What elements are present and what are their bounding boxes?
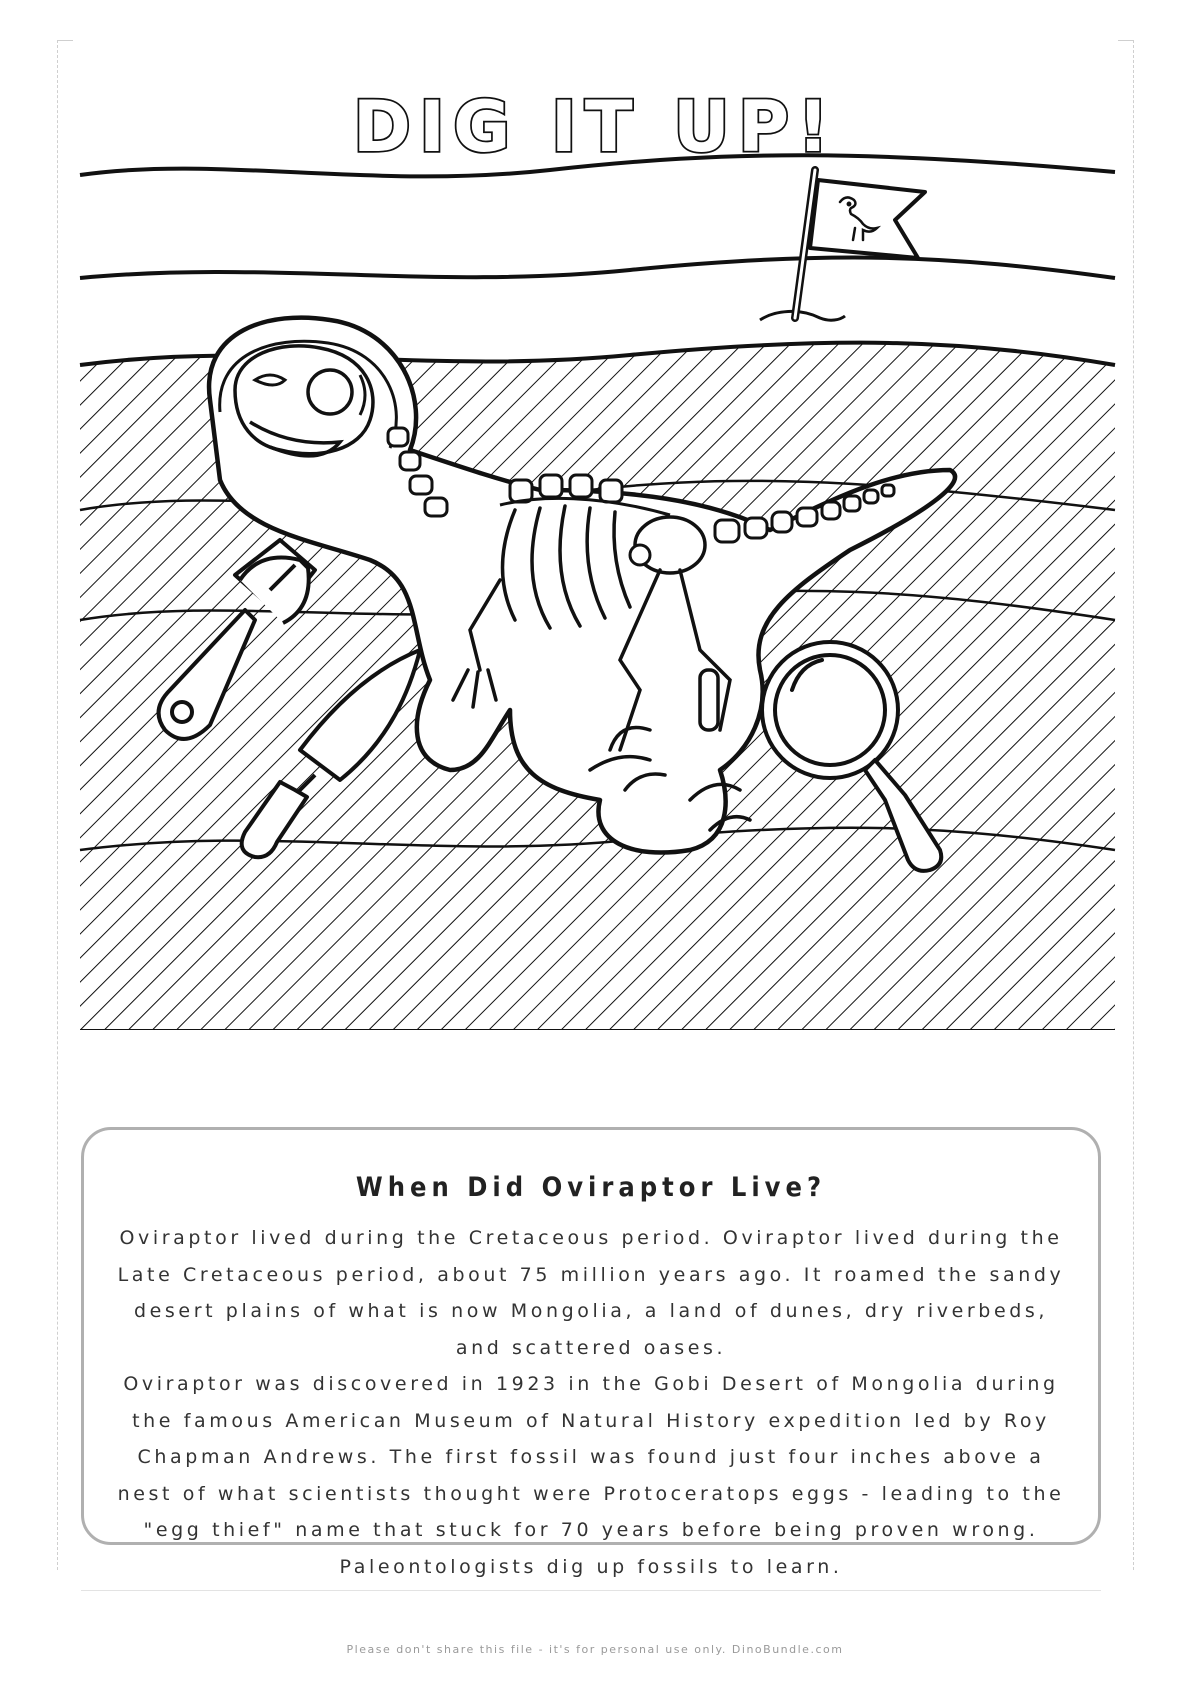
- info-heading: When Did Oviraptor Live?: [355, 1172, 827, 1203]
- info-paragraph-1: Oviraptor lived during the Cretaceous period. Oviraptor lived during the Late Cretaceous period, about 75 million years ago. It roamed the sandy desert plains of what is now Mongolia, a land of dunes, dry riverbeds, and scattered oases.: [117, 1227, 1065, 1359]
- info-body: [114, 1220, 1068, 1585]
- info-paragraph-2: Oviraptor was discovered in 1923 in the Gobi Desert of Mongolia during the famous American Museum of Natural History expedition led by Roy Chapman Andrews. The first fossil was found just four inches above a nest of what scientists thought were Protoceratops eggs - leading to the "egg thief" name that stuck for 70 years before being proven wrong. Paleontologists dig up fossils to learn.: [117, 1373, 1065, 1578]
- wave-line-top: [80, 155, 1115, 176]
- cut-line-left: [57, 40, 58, 1570]
- cut-tick-right: [1118, 40, 1134, 41]
- footer-divider: [81, 1590, 1101, 1591]
- info-box: [81, 1127, 1101, 1578]
- fossil-illustration: [70, 150, 1120, 1030]
- cut-line-right: [1133, 40, 1134, 1570]
- title-text: DIG IT UP!: [352, 86, 838, 165]
- wave-line-middle: [80, 258, 1115, 278]
- cut-tick-left: [57, 40, 73, 41]
- footer-note: Please don't share this file - it's for personal use only. DinoBundle.com: [346, 1643, 844, 1656]
- flag-icon: [760, 170, 925, 320]
